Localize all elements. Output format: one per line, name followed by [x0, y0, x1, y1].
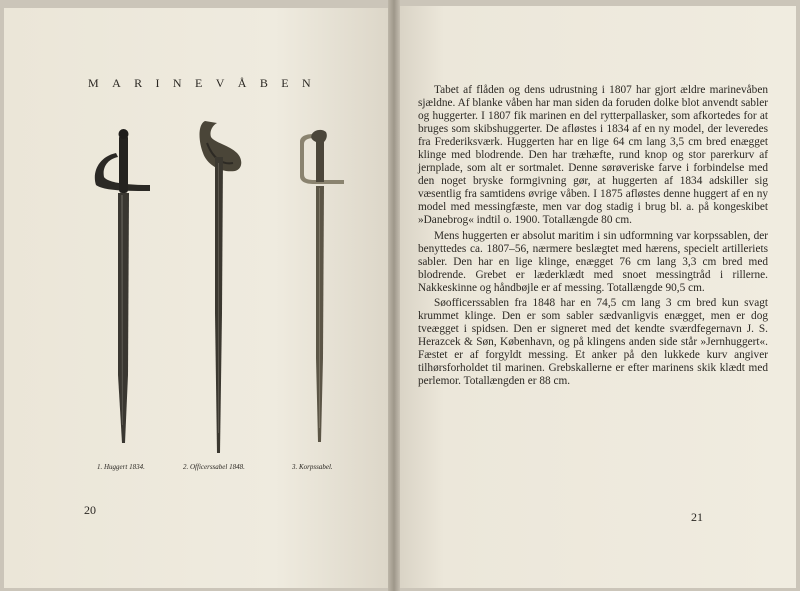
paragraph-2: Mens huggerten er absolut maritim i sin udformning var korpssablen, der benyttedes ca. 1807–56, nærmere beslægtet med hærens, specielt artilleriets sabler. Den har en lige klinge, enægget 76 cm lang 3,3 cm bred med blodrende. Grebet er læderklædt med snoet messingtråd i rillerne. Nakkeskinne og håndbøjle er af messing. Totallængde 90,5 cm.	[418, 229, 768, 294]
sword-huggert-1834-image	[88, 125, 158, 450]
caption-korpssabel: 3. Korpssabel.	[292, 463, 333, 471]
page-number-right: 21	[691, 510, 703, 524]
caption-officerssabel: 2. Officerssabel 1848.	[183, 463, 245, 471]
sword-officerssabel-1848-image	[193, 113, 253, 458]
page-heading: MARINEVÅBEN	[88, 76, 325, 90]
page-number-left: 20	[84, 503, 96, 517]
paragraph-1: Tabet af flåden og dens udrustning i 1807 har gjort ældre marinevåben sjældne. Af blanke våben har man siden da foruden dolke blot anvendt sabler og huggerter. I 1807 fik marinen en del rytterpallasker, som afkortedes for at bruges som skibshuggerter. De afløstes i 1834 af en ny model, der leveredes fra Frederiksværk. Huggerten har en lige 64 cm lang 3,5 cm bred enægget klinge med blodrende. Den har træhæfte, rund knop og stor parerkurv af jernplade, som alt er sortmalet. Denne sørøveriske farve i forbindelse med den noget bryske formgivning gør, at huggerten af 1834 adskiller sig væsentlig fra samtidens øvrige våben. I 1875 afløstes denne huggert af en ny model med messingfæste, men var dog stadig i brug bl. a. på kongeskibet »Danebrog« indtil o. 1900. Totallængde 80 cm.	[418, 84, 768, 227]
body-text	[418, 84, 768, 388]
sword-korpssabel-image	[292, 128, 352, 446]
book-gutter	[388, 0, 400, 591]
caption-huggert: 1. Huggert 1834.	[97, 463, 145, 471]
paragraph-3: Søofficerssablen fra 1848 har en 74,5 cm lang 3 cm bred kun svagt krummet klinge. Den er som sabler sædvanligvis enægget, men er dog tveægget i spidsen. Den er signeret med det kendte sværdfegernavn J. S. Herazcek & Søn, København, og på klingens anden side står »Jernhuggert«. Fæstet er af forgyldt messing. Et anker på den lukkede kurv angiver tilhørsforholdet til marinen. Grebskallerne er efter marinens skik klædt med perlemor. Totallængden er 88 cm.	[418, 296, 768, 388]
